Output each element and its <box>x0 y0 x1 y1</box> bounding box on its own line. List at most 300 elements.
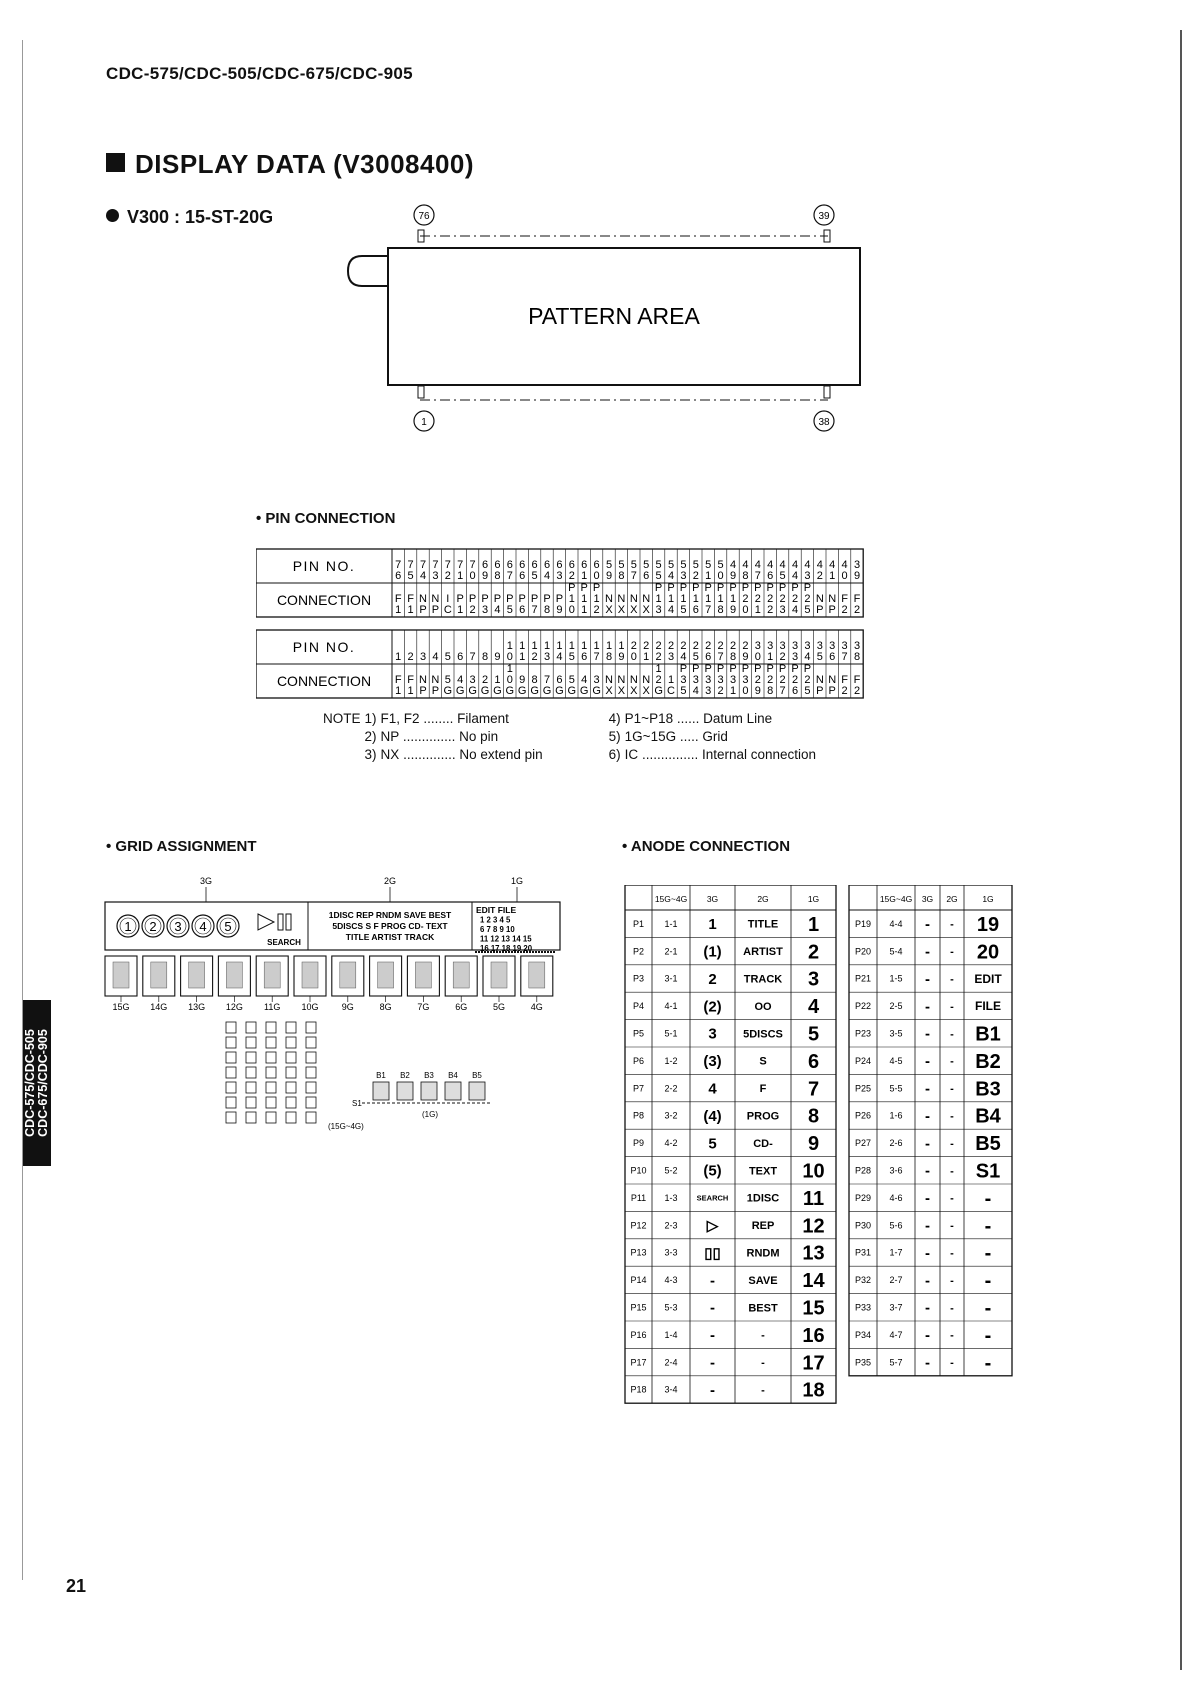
anode-cell: P20 <box>854 946 872 957</box>
anode-cell: 2-1 <box>664 946 678 957</box>
grid-label-top: 2G <box>383 876 397 886</box>
pin-connection: P 3 <box>481 593 489 616</box>
dot-matrix-icon <box>151 962 167 988</box>
anode-cell: 5-5 <box>889 1083 903 1094</box>
pin-39-marker <box>814 205 834 225</box>
anode-cell: (1) <box>703 943 722 961</box>
tube-diagram <box>340 200 870 435</box>
segment-cell <box>226 1112 236 1123</box>
pin-connection: F 2 <box>841 593 848 616</box>
pin-number: 2 3 <box>667 640 675 663</box>
pin-connection: P 3 2 <box>716 663 725 697</box>
anode-cell: S <box>759 1055 767 1068</box>
anode-cell: CD- <box>753 1137 773 1150</box>
anode-header: 15G~4G <box>879 894 913 904</box>
pin-connection: F 1 <box>394 674 402 697</box>
pin-connection: P 2 3 <box>778 582 787 616</box>
anode-cell: - <box>925 1217 930 1235</box>
pin-number: 5 3 <box>680 559 687 582</box>
pin-connection: N X <box>629 674 638 697</box>
anode-cell: 1 <box>708 916 717 934</box>
pin-connection: P 2 7 <box>778 663 787 697</box>
grid-label-top: 1G <box>510 876 524 886</box>
pin-connection: N X <box>605 674 613 697</box>
pin-connection: P 1 <box>456 593 464 616</box>
anode-cell: - <box>950 1083 954 1096</box>
pin-connection: P 2 5 <box>803 663 812 697</box>
segment-cell <box>266 1037 276 1048</box>
anode-cell: P21 <box>854 973 872 984</box>
anode-cell: P34 <box>854 1329 872 1340</box>
note-row <box>323 728 820 746</box>
segment-cell <box>266 1082 276 1093</box>
pin-number: 7 3 <box>432 559 439 582</box>
anode-cell: 2-7 <box>889 1275 903 1286</box>
anode-cell: P33 <box>854 1302 872 1313</box>
pin-connection: P 1 8 <box>716 582 725 616</box>
pin-number: 5 5 <box>655 559 662 582</box>
anode-cell: - <box>710 1354 715 1372</box>
pin-connection: N X <box>605 593 613 616</box>
pin-connection: 1 2 G <box>654 663 663 697</box>
pin-number: 4 0 <box>841 559 848 582</box>
grid-label-bottom: 11G <box>264 1002 281 1012</box>
pin-number: 6 6 <box>519 559 526 582</box>
pause-icon <box>278 914 283 930</box>
anode-cell: TRACK <box>743 973 783 986</box>
anode-cell: REP <box>751 1220 775 1233</box>
pin-connection: P 2 6 <box>791 663 799 697</box>
note-num: 6) <box>608 747 621 762</box>
note-text: 1G~15G ..... Grid <box>624 729 728 744</box>
anode-cell: 15 <box>802 1297 825 1320</box>
pin-number: 7 <box>469 651 476 663</box>
anode-cell: (3) <box>703 1053 722 1071</box>
anode-cell: - <box>950 1165 954 1178</box>
dot-matrix-icon <box>340 962 356 988</box>
b-label: B3 <box>424 1071 434 1080</box>
pin-connection: P 1 3 <box>654 582 663 616</box>
pin-connection: F 2 <box>841 674 848 697</box>
anode-cell: - <box>950 1357 954 1370</box>
s1-label: S1 <box>352 1099 362 1108</box>
pin-number: 6 7 <box>506 559 513 582</box>
pin-number: 6 2 <box>568 559 575 582</box>
anode-cell: P8 <box>632 1110 645 1121</box>
grid-label-bottom: 8G <box>379 1002 392 1012</box>
dot-matrix-icon <box>378 962 394 988</box>
side-tab-text: CDC-575/CDC-505 CDC-675/CDC-905 <box>23 1029 50 1137</box>
pin-76-marker <box>414 205 434 225</box>
pin-connection-title: • PIN CONNECTION <box>256 510 396 527</box>
anode-cell: - <box>710 1299 715 1317</box>
pin-connection: P 2 <box>468 593 477 616</box>
dot-bullet-icon <box>106 209 119 222</box>
battery-icon <box>397 1082 413 1100</box>
pin-number: 7 4 <box>419 559 427 582</box>
pin-number: 6 0 <box>593 559 600 582</box>
anode-cell: - <box>925 998 930 1016</box>
pin-connection: 4 G <box>579 674 589 697</box>
pin-number: 1 8 <box>605 640 613 663</box>
pin-number: 2 7 <box>717 640 724 663</box>
pin-connection: 6 G <box>555 674 564 697</box>
anode-cell: 4-7 <box>889 1329 903 1340</box>
pin-number: 4 3 <box>804 559 811 582</box>
disc-number: 3 <box>174 919 182 934</box>
pin-connection: 8 G <box>530 674 539 697</box>
pin-number: 6 <box>457 651 464 663</box>
note-row <box>323 710 820 728</box>
anode-cell: P6 <box>632 1055 645 1066</box>
grid-label-bottom: 6G <box>455 1002 468 1012</box>
anode-cell: - <box>984 1270 992 1293</box>
segment-cell <box>306 1037 316 1048</box>
pin-number: 5 9 <box>605 559 613 582</box>
anode-cell: - <box>925 1107 930 1125</box>
pin-connection: F 1 <box>394 593 402 616</box>
anode-cell: P19 <box>854 918 872 929</box>
anode-cell: P25 <box>854 1083 872 1094</box>
anode-cell: - <box>925 1190 930 1208</box>
pin-number: 3 6 <box>829 640 836 663</box>
grid-label-top: 3G <box>199 876 213 886</box>
pin-number: 6 4 <box>543 559 551 582</box>
b-label: B5 <box>472 1071 482 1080</box>
anode-cell: 4-5 <box>889 1055 903 1066</box>
pin-connection: P 1 2 <box>592 582 601 616</box>
grid-assignment-title: • GRID ASSIGNMENT <box>106 838 257 855</box>
anode-cell: (4) <box>703 1107 722 1125</box>
mid-legend-row: 1DISC REP RNDM SAVE BEST <box>328 910 452 920</box>
mid-legend-row: TITLE ARTIST TRACK <box>345 932 435 942</box>
anode-cell: 5 <box>807 1023 820 1046</box>
anode-cell: B5 <box>975 1133 1001 1156</box>
pin-connection: P 6 <box>518 593 526 616</box>
anode-cell: - <box>984 1324 992 1347</box>
anode-cell: - <box>925 1327 930 1345</box>
anode-cell: 4 <box>708 1080 717 1098</box>
anode-cell: 8 <box>807 1105 820 1128</box>
anode-header: 3G <box>706 894 719 904</box>
right-legend-row: 11 12 13 14 15 <box>480 934 532 944</box>
pin-number: 3 1 <box>767 640 774 663</box>
pin-connection: N X <box>642 593 651 616</box>
connection-label: CONNECTION <box>276 592 372 608</box>
anode-header: 3G <box>921 894 934 904</box>
pin-connection: P 9 <box>555 593 564 616</box>
pin-connection: 5 G <box>567 674 577 697</box>
anode-cell: P15 <box>630 1302 647 1313</box>
pin-connection: P 3 1 <box>729 663 737 697</box>
segment-cell <box>306 1082 316 1093</box>
anode-cell: 19 <box>976 913 1000 936</box>
pin-number: 4 <box>432 651 439 663</box>
pin-number: 3 7 <box>841 640 848 663</box>
anode-cell: 2 <box>807 941 820 964</box>
pin-number: 3 0 <box>754 640 761 663</box>
note-text: NP .............. No pin <box>380 729 499 744</box>
pin-number: 1 1 <box>519 640 526 663</box>
grid-label-bottom: 10G <box>301 1002 319 1012</box>
pin-connection: F 2 <box>853 593 861 616</box>
segment-cell <box>286 1067 296 1078</box>
pin-number: 2 1 <box>643 640 650 663</box>
anode-cell: P14 <box>630 1275 647 1286</box>
anode-cell: B2 <box>975 1050 1001 1073</box>
pin-number: 6 3 <box>556 559 563 582</box>
note-text: IC ............... Internal connection <box>624 747 817 762</box>
right-legend-row: 16 17 18 19 20 <box>480 944 533 953</box>
anode-cell: P30 <box>854 1220 872 1231</box>
anode-cell: 4 <box>807 996 820 1019</box>
anode-cell: 5 <box>708 1135 717 1153</box>
pin-connection-table <box>256 545 896 705</box>
segment-cell <box>226 1082 236 1093</box>
anode-cell: P23 <box>854 1028 872 1039</box>
anode-cell: - <box>925 1299 930 1317</box>
anode-cell: 9 <box>807 1133 820 1156</box>
note-num: 3) <box>364 747 377 762</box>
pin-connection: P 2 4 <box>791 582 799 616</box>
segment-cell <box>246 1082 256 1093</box>
segment-cell <box>266 1052 276 1063</box>
model-header: CDC-575/CDC-505/CDC-675/CDC-905 <box>106 64 413 83</box>
anode-cell: - <box>950 1220 954 1233</box>
pin-connection: 5 G <box>443 674 453 697</box>
anode-cell: - <box>950 1329 954 1342</box>
anode-cell: - <box>950 1247 954 1260</box>
anode-cell: - <box>950 1302 954 1315</box>
svg-text:76: 76 <box>418 211 430 222</box>
anode-cell: P4 <box>632 1001 645 1012</box>
pin-number: 7 1 <box>457 559 464 582</box>
play-icon <box>258 914 274 930</box>
pin-connection: P 3 0 <box>741 663 750 697</box>
anode-cell: P9 <box>632 1138 645 1149</box>
anode-cell: 4-6 <box>889 1192 903 1203</box>
anode-cell: 11 <box>802 1187 825 1210</box>
pin-connection: P 3 5 <box>679 663 688 697</box>
pin-connection: P 2 0 <box>741 582 750 616</box>
anode-cell: 1-1 <box>664 918 678 929</box>
disc-number: 4 <box>199 919 207 934</box>
anode-header: 2G <box>757 894 769 904</box>
anode-cell: OO <box>754 1000 772 1013</box>
connection-label: CONNECTION <box>276 673 372 689</box>
segment-cell <box>306 1052 316 1063</box>
pin-number: 1 5 <box>568 640 575 663</box>
anode-cell: - <box>950 1055 954 1068</box>
segment-cell <box>246 1067 256 1078</box>
pin-number: 3 9 <box>853 559 861 582</box>
pin-number: 4 4 <box>791 559 799 582</box>
pin-number: 6 1 <box>581 559 588 582</box>
pin-number: 3 2 <box>779 640 786 663</box>
page-title <box>106 149 474 180</box>
notes-table <box>323 710 820 764</box>
disc-number: 2 <box>149 919 157 934</box>
note-num: 2) <box>364 729 377 744</box>
anode-cell: 17 <box>802 1352 825 1375</box>
grid-label-bottom: 12G <box>225 1002 243 1012</box>
anode-header: 2G <box>946 894 958 904</box>
segment-cell <box>286 1037 296 1048</box>
anode-cell: P28 <box>854 1165 872 1176</box>
anode-cell: - <box>710 1327 715 1345</box>
anode-cell: 3 <box>807 968 820 991</box>
anode-cell: SEARCH <box>696 1193 729 1203</box>
anode-cell: 3 <box>708 1025 717 1043</box>
anode-cell: - <box>984 1297 992 1320</box>
anode-header: 1G <box>807 894 820 904</box>
pin-connection: P 4 <box>493 593 502 616</box>
pin-number: 7 0 <box>469 559 476 582</box>
pin-number: 3 8 <box>853 640 861 663</box>
anode-cell: - <box>925 970 930 988</box>
anode-cell: 5-3 <box>664 1302 678 1313</box>
anode-cell: P13 <box>630 1247 647 1258</box>
battery-icon <box>445 1082 461 1100</box>
anode-cell: 5-7 <box>889 1357 903 1368</box>
pin-number: 2 0 <box>630 640 637 663</box>
pin-connection: F 1 <box>407 674 414 697</box>
anode-cell: F <box>759 1083 767 1096</box>
grid-label-bottom: 4G <box>530 1002 543 1012</box>
disc-number: 5 <box>224 919 232 934</box>
mid-legend-row: 5DISCS S F PROG CD- TEXT <box>332 921 448 931</box>
anode-cell: 2-3 <box>664 1220 678 1231</box>
anode-cell: - <box>925 1272 930 1290</box>
anode-cell: - <box>710 1272 715 1290</box>
pin-number: 1 0 <box>506 640 513 663</box>
anode-cell: P24 <box>854 1055 872 1066</box>
anode-cell: 3-3 <box>664 1247 678 1258</box>
anode-cell: 7 <box>807 1078 820 1101</box>
anode-cell: 10 <box>802 1160 825 1183</box>
anode-cell: P11 <box>630 1192 647 1203</box>
anode-cell: TEXT <box>748 1165 778 1178</box>
pin-number: 8 <box>481 651 489 663</box>
pin-leg <box>418 386 424 398</box>
anode-cell: P10 <box>630 1165 647 1176</box>
pin-connection: N X <box>629 593 638 616</box>
anode-cell: P5 <box>632 1028 645 1039</box>
anode-cell: - <box>925 943 930 961</box>
anode-cell: - <box>984 1242 992 1265</box>
segment-cell <box>246 1112 256 1123</box>
anode-cell: B4 <box>975 1105 1001 1128</box>
pin-number: 1 7 <box>593 640 600 663</box>
anode-cell: 3-5 <box>889 1028 903 1039</box>
anode-cell: P12 <box>630 1220 647 1231</box>
anode-cell: 2-5 <box>889 1001 903 1012</box>
grid-assignment-diagram <box>100 872 570 1142</box>
segment-cell <box>286 1082 296 1093</box>
segment-cell <box>226 1097 236 1108</box>
note-num: 5) <box>608 729 621 744</box>
pin-connection: 3 G <box>592 674 601 697</box>
pin-connection: N X <box>617 593 626 616</box>
pin-number: 3 5 <box>816 640 823 663</box>
anode-cell: P35 <box>854 1357 872 1368</box>
pin-number: 1 6 <box>581 640 588 663</box>
svg-text:1: 1 <box>421 417 427 428</box>
pin-number: 4 6 <box>767 559 774 582</box>
disc-number: 1 <box>124 919 132 934</box>
pin-number: 3 3 <box>791 640 799 663</box>
segment-cell <box>246 1052 256 1063</box>
note-row <box>323 746 820 764</box>
segment-cell <box>266 1112 276 1123</box>
pin-connection: 1 G <box>493 674 502 697</box>
anode-cell: - <box>984 1352 992 1375</box>
pin-connection: P 1 5 <box>679 582 688 616</box>
battery-icon <box>373 1082 389 1100</box>
pin-connection: P 3 3 <box>704 663 712 697</box>
anode-cell: P18 <box>630 1384 647 1395</box>
anode-cell: S1 <box>975 1160 1001 1183</box>
anode-cell: 2-6 <box>889 1138 903 1149</box>
anode-cell: 12 <box>802 1215 825 1238</box>
pin-connection: N P <box>419 674 427 697</box>
pin-no-label: PIN NO. <box>292 558 356 574</box>
anode-cell: (5) <box>703 1162 722 1180</box>
anode-cell: - <box>710 1381 715 1399</box>
segment-cell <box>246 1037 256 1048</box>
tube-label-text: V300 : 15-ST-20G <box>127 207 274 227</box>
left-margin-rule <box>22 40 23 1580</box>
pin-number: 9 <box>494 651 501 663</box>
pin-number: 6 5 <box>531 559 538 582</box>
anode-cell: 4-2 <box>664 1138 678 1149</box>
anode-cell: - <box>925 1080 930 1098</box>
dot-matrix-icon <box>415 962 431 988</box>
b-label: B4 <box>448 1071 458 1080</box>
anode-cell: - <box>761 1357 765 1370</box>
pin-number: 1 2 <box>531 640 538 663</box>
pin-connection: N X <box>642 674 651 697</box>
anode-cell: BEST <box>748 1302 778 1315</box>
right-margin-rule <box>1180 30 1182 1670</box>
anode-cell: - <box>950 1137 954 1150</box>
b-label: B2 <box>400 1071 410 1080</box>
note-text: NX .............. No extend pin <box>380 747 543 762</box>
anode-header: 15G~4G <box>654 894 688 904</box>
anode-cell: RNDM <box>746 1247 780 1260</box>
pin-connection: P 7 <box>530 593 539 616</box>
grid-label-bottom: 7G <box>417 1002 430 1012</box>
dot-matrix-icon <box>529 962 545 988</box>
anode-cell: - <box>925 1135 930 1153</box>
pin-number: 2 9 <box>742 640 749 663</box>
anode-cell: B1 <box>975 1023 1001 1046</box>
pin-number: 1 <box>395 651 402 663</box>
anode-connection-title: • ANODE CONNECTION <box>622 838 791 855</box>
segment-cell <box>306 1097 316 1108</box>
anode-cell: FILE <box>975 999 1001 1014</box>
pin-connection: N P <box>815 593 824 616</box>
anode-header: 1G <box>982 894 994 904</box>
anode-cell: - <box>925 1244 930 1262</box>
anode-cell: P27 <box>854 1138 872 1149</box>
pin-number: 6 9 <box>481 559 489 582</box>
anode-cell: P17 <box>630 1357 647 1368</box>
pin-connection: 9 G <box>517 674 527 697</box>
anode-cell: 3-7 <box>889 1302 903 1313</box>
pin-number: 3 <box>419 651 427 663</box>
anode-cell: 4-1 <box>664 1001 678 1012</box>
